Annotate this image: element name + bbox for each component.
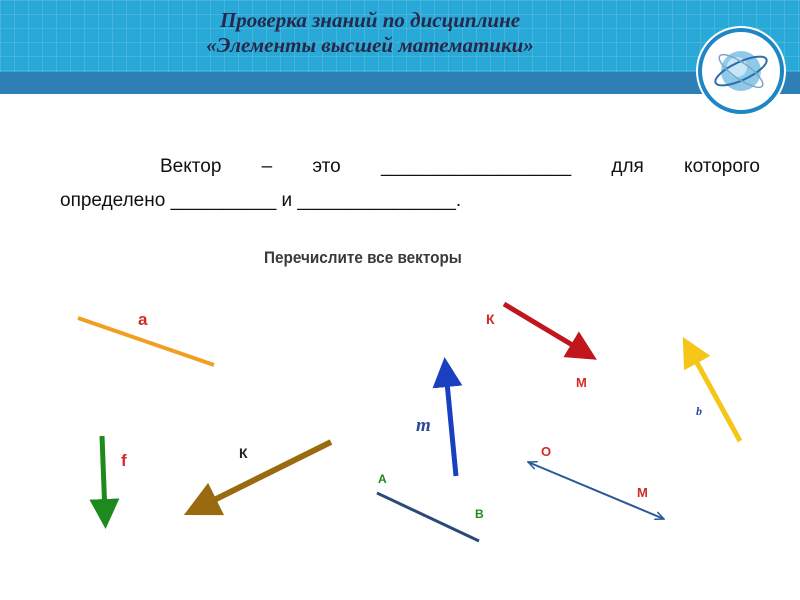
label-b: b bbox=[696, 404, 702, 418]
label-k-top: К bbox=[486, 311, 495, 327]
segment-ab bbox=[377, 493, 479, 541]
label-k-left: К bbox=[239, 445, 248, 461]
question-line-2: определено __________ и _______________. bbox=[60, 190, 462, 211]
label-b-point: В bbox=[475, 507, 484, 521]
label-a: a bbox=[138, 310, 148, 329]
task-title: Перечислите все векторы bbox=[264, 248, 462, 267]
label-o-point: О bbox=[541, 444, 552, 459]
label-m-bottom: М bbox=[637, 485, 648, 500]
title-line-2: «Элементы высшей математики» bbox=[206, 33, 534, 57]
vector-km-red bbox=[504, 304, 584, 352]
label-m-italic: m bbox=[416, 415, 431, 436]
question-line-1: Вектор – это __________________ для которого bbox=[160, 156, 760, 177]
label-f: f bbox=[121, 451, 127, 470]
label-a-point: А bbox=[378, 472, 387, 486]
vector-m-blue bbox=[446, 372, 456, 476]
title-line-1: Проверка знаний по дисциплине bbox=[219, 8, 521, 32]
label-m-top: М bbox=[576, 375, 587, 390]
vector-k-brown bbox=[200, 442, 331, 507]
vector-b-yellow bbox=[690, 350, 740, 441]
vector-f-green bbox=[102, 436, 105, 514]
